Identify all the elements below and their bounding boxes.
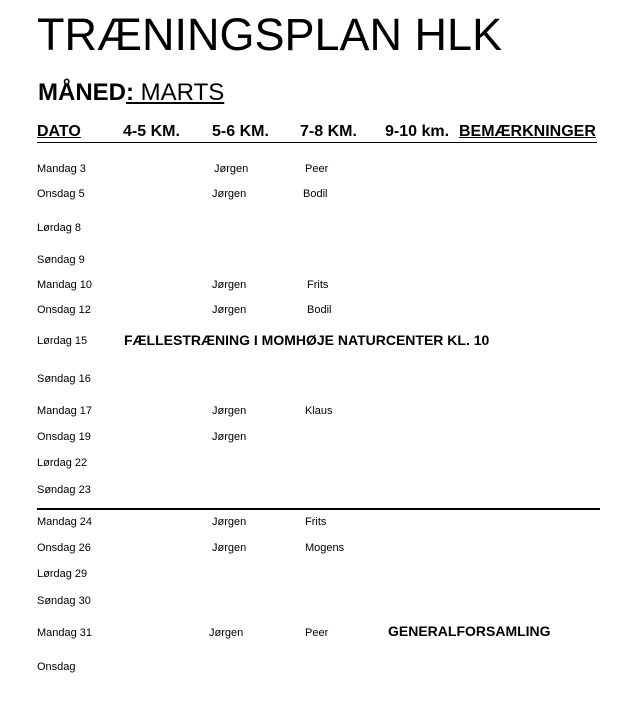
row-km-7-8: Bodil — [303, 188, 328, 200]
row-km-7-8: Bodil — [307, 304, 332, 316]
row-km-7-8: Klaus — [305, 405, 333, 417]
row-km-7-8: Mogens — [305, 542, 345, 554]
row-date: Lørdag 15 — [37, 335, 88, 347]
joint-training-note: FÆLLESTRÆNING I MOMHØJE NATURCENTER KL. 10 — [124, 332, 490, 348]
row-date: Søndag 23 — [37, 484, 91, 496]
header-km-5-6: 5-6 KM. — [212, 123, 269, 140]
row-date: Mandag 31 — [37, 627, 93, 639]
header-date: DATO — [37, 123, 81, 140]
week-divider — [37, 508, 600, 510]
page-title: TRÆNINGSPLAN HLK — [37, 9, 503, 60]
month-line — [38, 78, 224, 108]
row-date: Lørdag 22 — [37, 457, 88, 469]
row-km-5-6: Jørgen — [212, 188, 247, 200]
row-date: Søndag 30 — [37, 595, 91, 607]
header-remarks: BEMÆRKNINGER — [459, 123, 596, 140]
row-date: Søndag 9 — [37, 254, 85, 266]
header-underline — [37, 142, 597, 143]
row-date: Mandag 17 — [37, 405, 93, 417]
row-km-5-6: Jørgen — [209, 627, 244, 639]
row-date: Onsdag 19 — [37, 431, 91, 443]
row-km-5-6: Jørgen — [214, 163, 249, 175]
row-km-5-6: Jørgen — [212, 304, 247, 316]
row-date: Lørdag 8 — [37, 222, 82, 234]
row-date: Mandag 3 — [37, 163, 86, 175]
general-meeting-note: GENERALFORSAMLING — [388, 623, 551, 639]
row-date: Onsdag — [37, 661, 76, 673]
row-date: Lørdag 29 — [37, 568, 88, 580]
header-km-4-5: 4-5 KM. — [123, 123, 180, 140]
row-km-5-6: Jørgen — [212, 279, 247, 291]
row-km-7-8: Frits — [305, 516, 327, 528]
month-colon: : — [126, 79, 134, 106]
row-km-5-6: Jørgen — [212, 516, 247, 528]
row-km-5-6: Jørgen — [212, 431, 247, 443]
month-value: MARTS — [134, 79, 225, 106]
row-date: Mandag 10 — [37, 279, 93, 291]
row-date: Onsdag 5 — [37, 188, 85, 200]
row-km-7-8: Frits — [307, 279, 329, 291]
row-km-5-6: Jørgen — [212, 542, 247, 554]
row-km-7-8: Peer — [305, 627, 329, 639]
row-date: Mandag 24 — [37, 516, 93, 528]
header-km-7-8: 7-8 KM. — [300, 123, 357, 140]
month-label: MÅNED — [38, 79, 126, 106]
row-date: Søndag 16 — [37, 373, 91, 385]
row-date: Onsdag 12 — [37, 304, 91, 316]
row-date: Onsdag 26 — [37, 542, 91, 554]
row-km-7-8: Peer — [305, 163, 329, 175]
header-km-9-10: 9-10 km. — [385, 123, 450, 140]
row-km-5-6: Jørgen — [212, 405, 247, 417]
